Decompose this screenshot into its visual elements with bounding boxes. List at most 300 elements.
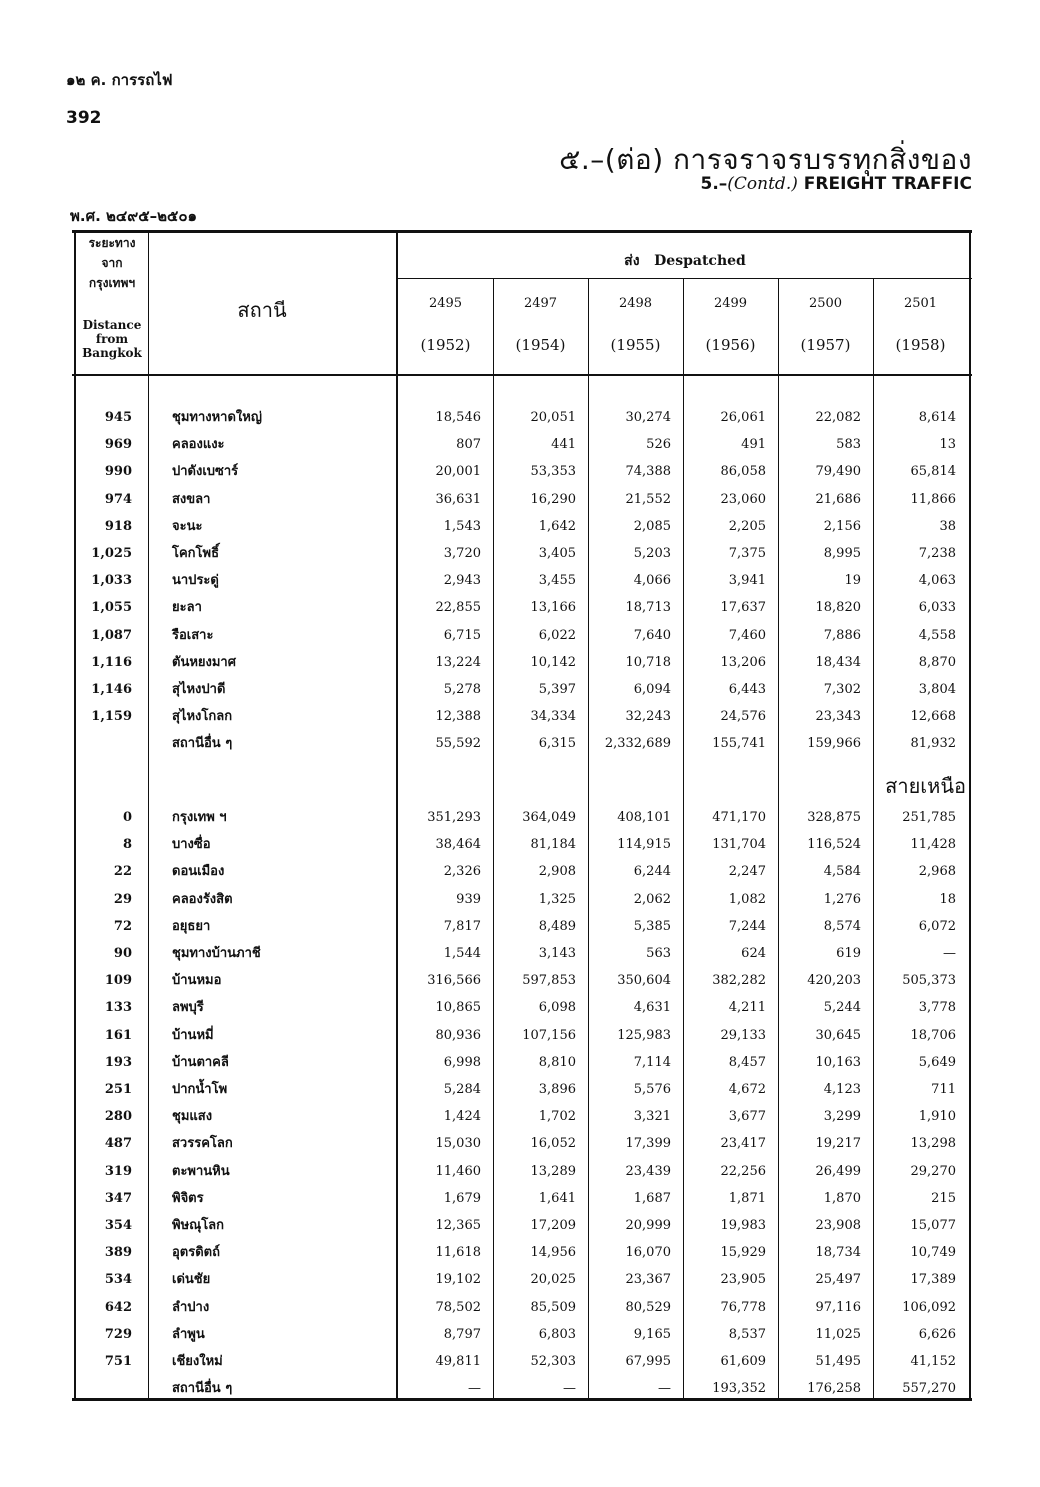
table-row	[72, 431, 972, 458]
value-cell: 23,343	[815, 709, 861, 725]
distance-cell: 8	[122, 837, 132, 853]
value-cell: 18,713	[625, 600, 671, 616]
distance-cell: 751	[104, 1354, 132, 1369]
value-cell: 30,274	[625, 410, 671, 425]
value-cell: 8,614	[918, 410, 956, 425]
value-cell: 13,166	[530, 600, 576, 616]
value-cell: 107,156	[522, 1027, 576, 1043]
value-cell: 215	[931, 1190, 956, 1206]
value-cell: 23,060	[720, 491, 766, 507]
table-row	[72, 1130, 972, 1157]
distance-header-thai-2: จาก	[101, 256, 123, 270]
distance-cell: 72	[113, 918, 132, 934]
value-cell: 23,908	[815, 1218, 861, 1233]
value-cell: 2,332,689	[604, 736, 671, 752]
table-row	[72, 886, 972, 913]
value-cell: 29,270	[910, 1163, 956, 1179]
value-cell: 4,211	[728, 1000, 766, 1016]
value-cell: 1,082	[728, 891, 766, 907]
value-cell: 24,576	[720, 709, 766, 725]
value-cell: 22,855	[435, 600, 481, 616]
value-cell: 3,720	[443, 546, 481, 561]
table-row	[72, 1266, 972, 1293]
value-cell: 364,049	[522, 810, 576, 825]
year-ce-0: (1952)	[420, 336, 471, 354]
table-row	[72, 594, 972, 621]
value-cell: —	[658, 1381, 671, 1397]
year-be-1: 2497	[523, 296, 558, 311]
value-cell: 526	[646, 437, 671, 453]
value-cell: 2,943	[443, 573, 481, 589]
value-cell: 557,270	[902, 1381, 956, 1397]
value-cell: 563	[646, 946, 671, 961]
station-cell: ตะพานหิน	[172, 1163, 230, 1179]
table-top-rule	[72, 230, 972, 233]
value-cell: 4,066	[633, 573, 671, 589]
value-cell: 1,641	[538, 1190, 576, 1206]
value-cell: 3,778	[918, 1000, 956, 1016]
value-cell: 38	[939, 518, 956, 534]
value-cell: 86,058	[720, 464, 766, 480]
value-cell: 80,529	[625, 1299, 671, 1315]
value-cell: 3,941	[728, 573, 766, 589]
value-cell: 1,679	[443, 1190, 481, 1206]
value-cell: 23,439	[625, 1163, 671, 1179]
value-cell: 2,085	[633, 518, 671, 534]
distance-cell: 354	[104, 1218, 132, 1233]
value-cell: 18,434	[815, 654, 861, 670]
year-be-3: 2499	[713, 296, 748, 311]
value-cell: 3,143	[538, 946, 576, 961]
value-cell: 2,205	[728, 518, 766, 534]
value-cell: 55,592	[435, 736, 481, 752]
value-cell: 18,734	[815, 1245, 861, 1261]
value-cell: 19,217	[815, 1136, 861, 1152]
distance-cell: 918	[104, 518, 132, 534]
value-cell: 11,025	[815, 1326, 861, 1342]
station-cell: รือเสาะ	[172, 627, 214, 643]
value-cell: 17,637	[720, 600, 766, 616]
value-cell: 2,326	[443, 864, 481, 880]
value-cell: 9,165	[633, 1326, 671, 1342]
station-cell: ลำปาง	[172, 1299, 210, 1315]
value-cell: 6,098	[538, 1000, 576, 1016]
value-cell: 114,915	[617, 837, 671, 853]
value-cell: 125,983	[617, 1027, 671, 1043]
value-cell: 11,618	[435, 1245, 481, 1261]
value-cell: 505,373	[902, 973, 956, 989]
table-row	[72, 730, 972, 757]
year-be-0: 2495	[428, 296, 463, 311]
table-row	[72, 1212, 972, 1239]
station-cell: อุตรดิตถ์	[172, 1245, 220, 1261]
value-cell: 7,114	[633, 1054, 671, 1070]
table-row	[72, 1375, 972, 1402]
distance-cell: 642	[104, 1299, 132, 1315]
freight-table	[72, 230, 972, 1402]
value-cell: 807	[456, 437, 481, 453]
distance-cell: 161	[104, 1027, 132, 1043]
value-cell: 2,908	[538, 864, 576, 880]
value-cell: 52,303	[530, 1354, 576, 1369]
value-cell: 6,022	[538, 627, 576, 643]
table-row	[72, 703, 972, 730]
value-cell: 6,803	[538, 1326, 576, 1342]
distance-cell: 534	[104, 1272, 132, 1288]
table-row	[72, 1348, 972, 1375]
value-cell: 61,609	[720, 1354, 766, 1369]
value-cell: 23,367	[625, 1272, 671, 1288]
distance-header-thai	[76, 236, 148, 290]
value-cell: 15,077	[910, 1218, 956, 1233]
station-cell: นาประดู่	[172, 573, 219, 589]
value-cell: 2,247	[728, 864, 766, 880]
distance-cell: 389	[104, 1245, 132, 1261]
table-row	[72, 567, 972, 594]
value-cell: 131,704	[712, 837, 766, 853]
title-en-prefix: 5.–	[700, 174, 728, 194]
distance-cell: 280	[104, 1109, 132, 1125]
value-cell: 32,243	[625, 709, 671, 725]
table-row	[72, 676, 972, 703]
value-cell: 20,001	[435, 464, 481, 480]
value-cell: 16,290	[530, 491, 576, 507]
value-cell: 79,490	[815, 464, 861, 480]
distance-cell: 1,146	[91, 682, 132, 697]
value-cell: 13,298	[910, 1136, 956, 1152]
value-cell: 583	[836, 437, 861, 453]
value-cell: 11,460	[435, 1163, 481, 1179]
distance-header-en	[76, 318, 148, 360]
value-cell: 8,797	[443, 1326, 481, 1342]
value-cell: 2,156	[823, 518, 861, 534]
value-cell: 4,672	[728, 1082, 766, 1097]
station-header: สถานี	[237, 298, 287, 322]
value-cell: 3,804	[918, 682, 956, 697]
value-cell: 15,030	[435, 1136, 481, 1152]
value-cell: 155,741	[712, 736, 766, 752]
value-cell: 1,544	[443, 946, 481, 961]
table-row	[72, 1239, 972, 1266]
value-cell: 15,929	[720, 1245, 766, 1261]
station-cell: เชียงใหม่	[172, 1354, 223, 1369]
value-cell: 5,244	[823, 1000, 861, 1016]
region-label-north: สายเหนือ	[885, 774, 966, 798]
value-cell: 597,853	[522, 973, 576, 989]
title-thai: ๕.–(ต่อ) การจราจรบรรทุกสิ่งของ	[559, 143, 972, 176]
distance-cell: 0	[122, 810, 132, 825]
value-cell: 23,905	[720, 1272, 766, 1288]
table-row	[72, 913, 972, 940]
table-row	[72, 540, 972, 567]
table-row	[72, 1022, 972, 1049]
year-ce-5: (1958)	[895, 336, 946, 354]
table-row	[72, 1076, 972, 1103]
value-cell: 13	[939, 437, 956, 453]
table-row	[72, 1185, 972, 1212]
table-row	[72, 1321, 972, 1348]
table-row	[72, 940, 972, 967]
value-cell: 76,778	[720, 1299, 766, 1315]
value-cell: 1,424	[443, 1109, 481, 1125]
distance-cell: 487	[104, 1136, 132, 1152]
value-cell: 16,052	[530, 1136, 576, 1152]
distance-header-en-1: Distance	[82, 318, 142, 332]
value-cell: 3,896	[538, 1082, 576, 1097]
year-ce-4: (1957)	[800, 336, 851, 354]
value-cell: 8,995	[823, 546, 861, 561]
value-cell: 619	[836, 946, 861, 961]
value-cell: 4,584	[823, 864, 861, 880]
value-cell: 3,321	[633, 1109, 671, 1125]
station-cell: ลำพูน	[172, 1326, 205, 1342]
value-cell: 1,702	[538, 1109, 576, 1125]
value-cell: 6,033	[918, 600, 956, 616]
station-cell: ชุมทางบ้านภาชี	[172, 946, 261, 961]
value-cell: 6,072	[918, 918, 956, 934]
year-ce-1: (1954)	[515, 336, 566, 354]
value-cell: 6,443	[728, 682, 766, 697]
distance-cell: 90	[113, 946, 132, 961]
table-row	[72, 458, 972, 485]
value-cell: 8,457	[728, 1054, 766, 1070]
value-cell: 1,870	[823, 1190, 861, 1206]
value-cell: 19,102	[435, 1272, 481, 1288]
station-cell: สวรรคโลก	[172, 1136, 233, 1152]
value-cell: 12,668	[910, 709, 956, 725]
value-cell: 1,325	[538, 891, 576, 907]
table-row	[72, 622, 972, 649]
value-cell: 16,070	[625, 1245, 671, 1261]
value-cell: 34,334	[530, 709, 576, 725]
value-cell: 10,142	[530, 654, 576, 670]
value-cell: 10,163	[815, 1054, 861, 1070]
value-cell: 30,645	[815, 1027, 861, 1043]
station-cell: ลพบุรี	[172, 1000, 204, 1016]
value-cell: —	[943, 946, 956, 961]
distance-cell: 969	[104, 437, 132, 453]
table-row	[72, 404, 972, 431]
value-cell: 22,256	[720, 1163, 766, 1179]
distance-cell: 109	[104, 973, 132, 989]
table-row	[72, 649, 972, 676]
station-cell: ดอนเมือง	[172, 864, 225, 880]
value-cell: 7,460	[728, 627, 766, 643]
station-cell: โคกโพธิ์	[172, 546, 220, 561]
table-row	[72, 1103, 972, 1130]
value-cell: 471,170	[712, 810, 766, 825]
value-cell: 316,566	[427, 973, 481, 989]
station-cell: คลองแงะ	[172, 437, 225, 453]
distance-cell: 1,033	[91, 573, 132, 589]
value-cell: 85,509	[530, 1299, 576, 1315]
value-cell: 80,936	[435, 1027, 481, 1043]
value-cell: 2,968	[918, 864, 956, 880]
value-cell: 116,524	[807, 837, 861, 853]
value-cell: 1,871	[728, 1190, 766, 1206]
value-cell: 53,353	[530, 464, 576, 480]
year-ce-3: (1956)	[705, 336, 756, 354]
station-cell: ตันหยงมาศ	[172, 654, 236, 670]
value-cell: 1,276	[823, 891, 861, 907]
value-cell: 4,063	[918, 573, 956, 589]
value-cell: 23,417	[720, 1136, 766, 1152]
page-number: 392	[66, 108, 102, 128]
value-cell: 351,293	[427, 810, 481, 825]
value-cell: 65,814	[910, 464, 956, 480]
table-row	[72, 486, 972, 513]
value-cell: 18,820	[815, 600, 861, 616]
value-cell: 20,025	[530, 1272, 576, 1288]
year-be-5: 2501	[903, 296, 938, 311]
distance-cell: 1,025	[91, 546, 132, 561]
distance-cell: 251	[104, 1082, 132, 1097]
despatched-header: ส่ง Despatched	[624, 253, 746, 269]
value-cell: 7,886	[823, 627, 861, 643]
value-cell: 624	[741, 946, 766, 961]
distance-cell: 319	[104, 1163, 132, 1179]
value-cell: 13,206	[720, 654, 766, 670]
header-bottom-rule	[72, 374, 972, 376]
value-cell: 14,956	[530, 1245, 576, 1261]
station-cell: ชุมทางหาดใหญ่	[172, 410, 262, 425]
value-cell: 74,388	[625, 464, 671, 480]
value-cell: 25,497	[815, 1272, 861, 1288]
value-cell: 8,574	[823, 918, 861, 934]
value-cell: 8,810	[538, 1054, 576, 1070]
value-cell: 20,999	[625, 1218, 671, 1233]
table-row	[72, 831, 972, 858]
value-cell: 8,537	[728, 1326, 766, 1342]
station-cell: ปากน้ำโพ	[172, 1082, 228, 1097]
value-cell: 12,388	[435, 709, 481, 725]
value-cell: 441	[551, 437, 576, 453]
value-cell: 7,302	[823, 682, 861, 697]
value-cell: 2,062	[633, 891, 671, 907]
table-row	[72, 858, 972, 885]
value-cell: 19	[844, 573, 861, 589]
value-cell: 29,133	[720, 1027, 766, 1043]
value-cell: 3,677	[728, 1109, 766, 1125]
station-cell: คลองรังสิต	[172, 891, 233, 907]
value-cell: 11,866	[910, 491, 956, 507]
value-cell: 26,499	[815, 1163, 861, 1179]
value-cell: 5,278	[443, 682, 481, 697]
value-cell: 11,428	[910, 837, 956, 853]
value-cell: 8,489	[538, 918, 576, 934]
distance-cell: 1,159	[91, 709, 132, 725]
value-cell: 5,203	[633, 546, 671, 561]
value-cell: 7,640	[633, 627, 671, 643]
value-cell: 6,626	[918, 1326, 956, 1342]
distance-cell: 133	[104, 1000, 132, 1016]
value-cell: 7,238	[918, 546, 956, 561]
distance-cell: 22	[113, 864, 132, 880]
station-cell: กรุงเทพ ฯ	[172, 810, 227, 825]
value-cell: 193,352	[712, 1381, 766, 1397]
value-cell: 4,558	[918, 627, 956, 643]
table-row	[72, 1049, 972, 1076]
value-cell: 38,464	[435, 837, 481, 853]
station-cell: บ้านตาคลี	[172, 1054, 229, 1070]
value-cell: 408,101	[617, 810, 671, 825]
value-cell: 10,865	[435, 1000, 481, 1016]
value-cell: 251,785	[902, 810, 956, 825]
value-cell: 81,184	[530, 837, 576, 853]
title-en-contd: (Contd.)	[727, 174, 798, 194]
value-cell: 5,397	[538, 682, 576, 697]
section-label: ๑๒ ค. การรถไฟ	[66, 71, 173, 89]
value-cell: 106,092	[902, 1299, 956, 1315]
value-cell: 17,399	[625, 1136, 671, 1152]
station-cell: เด่นชัย	[172, 1272, 211, 1288]
value-cell: 939	[456, 891, 481, 907]
distance-cell: 1,087	[91, 627, 132, 643]
value-cell: 78,502	[435, 1299, 481, 1315]
value-cell: 97,116	[815, 1299, 861, 1315]
station-cell: สุไหงโกลก	[172, 709, 233, 725]
station-cell: พิจิตร	[172, 1190, 204, 1206]
table-row	[72, 994, 972, 1021]
value-cell: —	[563, 1381, 576, 1397]
station-cell: บ้านหมี่	[172, 1027, 214, 1043]
year-be-2: 2498	[618, 296, 653, 311]
distance-cell: 990	[104, 464, 132, 480]
value-cell: 49,811	[435, 1354, 481, 1369]
value-cell: 6,715	[443, 627, 481, 643]
station-cell: พิษณุโลก	[172, 1218, 225, 1233]
value-cell: 67,995	[625, 1354, 671, 1369]
value-cell: 382,282	[712, 973, 766, 989]
station-cell: ปาดังเบซาร์	[172, 464, 239, 480]
period-label: พ.ศ. ๒๔๙๕–๒๕๐๑	[70, 207, 198, 225]
value-cell: 3,455	[538, 573, 576, 589]
value-cell: 17,389	[910, 1272, 956, 1288]
station-cell: บ้านหมอ	[172, 973, 222, 989]
distance-cell: 974	[104, 491, 132, 507]
value-cell: 12,365	[435, 1218, 481, 1233]
station-cell: สงขลา	[172, 491, 211, 507]
value-cell: 7,817	[443, 918, 481, 934]
distance-header-en-3: Bangkok	[82, 346, 142, 360]
value-cell: 13,224	[435, 654, 481, 670]
value-cell: 7,244	[728, 918, 766, 934]
value-cell: 491	[741, 437, 766, 453]
distance-cell: 729	[104, 1326, 132, 1342]
value-cell: 5,649	[918, 1054, 956, 1070]
value-cell: 22,082	[815, 410, 861, 425]
station-cell: สุไหงปาดี	[172, 682, 226, 697]
distance-cell: 1,055	[91, 600, 132, 616]
distance-cell: 29	[113, 891, 132, 907]
value-cell: 711	[931, 1082, 956, 1097]
value-cell: 7,375	[728, 546, 766, 561]
value-cell: 19,983	[720, 1218, 766, 1233]
value-cell: 159,966	[807, 736, 861, 752]
distance-cell: 1,116	[91, 654, 132, 670]
distance-header-thai-3: กรุงเทพฯ	[88, 276, 136, 290]
table-row	[72, 1294, 972, 1321]
value-cell: 13,289	[530, 1163, 576, 1179]
value-cell: 350,604	[617, 973, 671, 989]
station-cell: ยะลา	[172, 600, 202, 616]
value-cell: 10,749	[910, 1245, 956, 1261]
value-cell: 328,875	[807, 810, 861, 825]
station-cell: อยุธยา	[172, 918, 211, 934]
value-cell: 6,998	[443, 1054, 481, 1070]
station-cell: สถานีอื่น ๆ	[172, 1381, 233, 1397]
station-cell: สถานีอื่น ๆ	[172, 736, 233, 752]
